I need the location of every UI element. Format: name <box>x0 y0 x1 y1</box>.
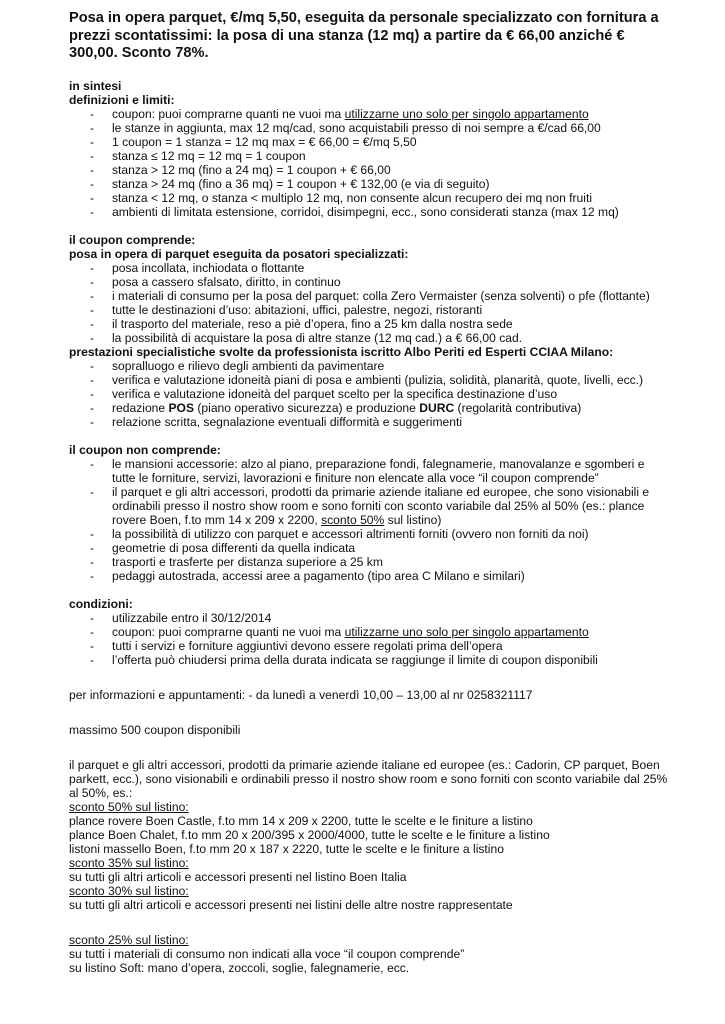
non-comprende-heading: il coupon non comprende: <box>69 442 221 457</box>
list-item: - la possibilità di utilizzo con parquet e accessori altrimenti forniti (ovvero non forniti da noi) <box>69 527 669 541</box>
list-item: - stanza < 12 mq, o stanza < multiplo 12 mq, non consente alcun recupero dei mq non fruiti <box>69 191 669 205</box>
list-item: - coupon: puoi comprarne quanti ne vuoi ma utilizzarne uno solo per singolo appartamento <box>69 107 669 121</box>
list-item: - relazione scritta, segnalazione eventuali difformità e suggerimenti <box>69 415 669 429</box>
list-item: - trasporti e trasferte per distanza superiore a 25 km <box>69 555 669 569</box>
sconto-35-line: su tutti gli altri articoli e accessori presenti nel listino Boen Italia <box>69 869 407 884</box>
comprende-heading: il coupon comprende: <box>69 232 196 247</box>
list-item: - redazione POS (piano operativo sicurezza) e produzione DURC (regolarità contributiva) <box>69 401 669 415</box>
list-item: - tutte le destinazioni d’uso: abitazioni, uffici, palestre, negozi, ristoranti <box>69 303 669 317</box>
list-item: - posa a cassero sfalsato, diritto, in continuo <box>69 275 669 289</box>
list-item: - il parquet e gli altri accessori, prodotti da primarie aziende italiane ed europee, che sono visionabili e ordinabili presso il nostro show room e sono forniti con sconto variabile dal 25% al 50% (es.: plance rovere Boen, f.to mm 14 x 209 x 2200, sconto 50% sul listino) <box>69 485 669 527</box>
prestazioni-heading: prestazioni specialistiche svolte da professionista iscritto Albo Periti ed Esperti CCIAA Milano: <box>69 344 614 359</box>
list-item: - verifica e valutazione idoneità del parquet scelto per la specifica destinazione d’uso <box>69 387 669 401</box>
list-item: - l’offerta può chiudersi prima della durata indicata se raggiunge il limite di coupon disponibili <box>69 653 669 667</box>
info-line: per informazioni e appuntamenti: - da lunedì a venerdì 10,00 – 13,00 al nr 0258321117 <box>69 687 533 702</box>
sconto-50-line: listoni massello Boen, f.to mm 20 x 187 x 2220, tutte le scelte e le finiture a listino <box>69 841 504 856</box>
list-item: - il trasporto del materiale, reso a piè d’opera, fino a 25 km dalla nostra sede <box>69 317 669 331</box>
sconto-50-line: plance rovere Boen Castle, f.to mm 14 x 209 x 2200, tutte le scelte e le finiture a listino <box>69 813 533 828</box>
list-item: - pedaggi autostrada, accessi aree a pagamento (tipo area C Milano e similari) <box>69 569 669 583</box>
list-item: - la possibilità di acquistare la posa di altre stanze (12 mq cad.) a € 66,00 cad. <box>69 331 669 345</box>
list-item: - ambienti di limitata estensione, corridoi, disimpegni, ecc., sono considerati stanza (max 12 mq) <box>69 205 669 219</box>
sconto-25-heading: sconto 25% sul listino: <box>69 932 189 947</box>
sconto-25-line: su tutti i materiali di consumo non indicati alla voce “il coupon comprende” <box>69 946 465 961</box>
list-item: - le mansioni accessorie: alzo al piano, preparazione fondi, falegnamerie, manovalanze e sgomberi e tutte le forniture, servizi, lavorazioni e finiture non elencate alla voce “il coupon comprende” <box>69 457 669 485</box>
list-item: - i materiali di consumo per la posa del parquet: colla Zero Vermaister (senza solventi) o pfe (flottante) <box>69 289 669 303</box>
posa-list <box>69 261 669 345</box>
condizioni-list <box>69 611 669 667</box>
definizioni-heading: definizioni e limiti: <box>69 92 175 107</box>
list-item: - stanza ≤ 12 mq = 12 mq = 1 coupon <box>69 149 669 163</box>
non-comprende-list <box>69 457 669 583</box>
list-item: - le stanze in aggiunta, max 12 mq/cad, sono acquistabili presso di noi sempre a €/cad 66,00 <box>69 121 669 135</box>
list-item: - utilizzabile entro il 30/12/2014 <box>69 611 669 625</box>
document-title: Posa in opera parquet, €/mq 5,50, eseguita da personale specializzato con fornitura a prezzi scontatissimi: la posa di una stanza (12 mq) a partire da € 66,00 anziché € 300,00. Sconto 78%. <box>69 10 659 61</box>
sconto-30-line: su tutti gli altri articoli e accessori presenti nei listini delle altre nostre rappresentate <box>69 897 513 912</box>
list-item: - 1 coupon = 1 stanza = 12 mq max = € 66,00 = €/mq 5,50 <box>69 135 669 149</box>
list-item: - tutti i servizi e forniture aggiuntivi devono essere regolati prima dell’opera <box>69 639 669 653</box>
sconto-35-heading: sconto 35% sul listino: <box>69 855 189 870</box>
sconto-50-heading: sconto 50% sul listino: <box>69 799 189 814</box>
condizioni-heading: condizioni: <box>69 596 133 611</box>
list-item: - sopralluogo e rilievo degli ambienti da pavimentare <box>69 359 669 373</box>
definizioni-list <box>69 107 669 219</box>
in-sintesi-heading: in sintesi <box>69 78 122 93</box>
document-page <box>69 10 669 975</box>
posa-heading: posa in opera di parquet eseguita da posatori specializzati: <box>69 246 409 261</box>
list-item: - coupon: puoi comprarne quanti ne vuoi ma utilizzarne uno solo per singolo appartamento <box>69 625 669 639</box>
list-item: - geometrie di posa differenti da quella indicata <box>69 541 669 555</box>
massimo-line: massimo 500 coupon disponibili <box>69 722 241 737</box>
list-item: - stanza > 24 mq (fino a 36 mq) = 1 coupon + € 132,00 (e via di seguito) <box>69 177 669 191</box>
sconto-50-line: plance Boen Chalet, f.to mm 20 x 200/395 x 2000/4000, tutte le scelte e le finiture a listino <box>69 827 550 842</box>
parquet-intro: il parquet e gli altri accessori, prodotti da primarie aziende italiane ed europee (es.: Cadorin, CP parquet, Boen parkett, ecc.), sono visionabili e ordinabili presso il nostro show room e sono forniti con sconto variabile dal 25% al 50%, es.: <box>69 757 668 800</box>
list-item: - stanza > 12 mq (fino a 24 mq) = 1 coupon + € 66,00 <box>69 163 669 177</box>
prestazioni-list <box>69 359 669 429</box>
sconto-25-line: su listino Soft: mano d’opera, zoccoli, soglie, falegnamerie, ecc. <box>69 960 410 975</box>
sconto-30-heading: sconto 30% sul listino: <box>69 883 189 898</box>
list-item: - posa incollata, inchiodata o flottante <box>69 261 669 275</box>
list-item: - verifica e valutazione idoneità piani di posa e ambienti (pulizia, solidità, planarità, quote, livelli, ecc.) <box>69 373 669 387</box>
